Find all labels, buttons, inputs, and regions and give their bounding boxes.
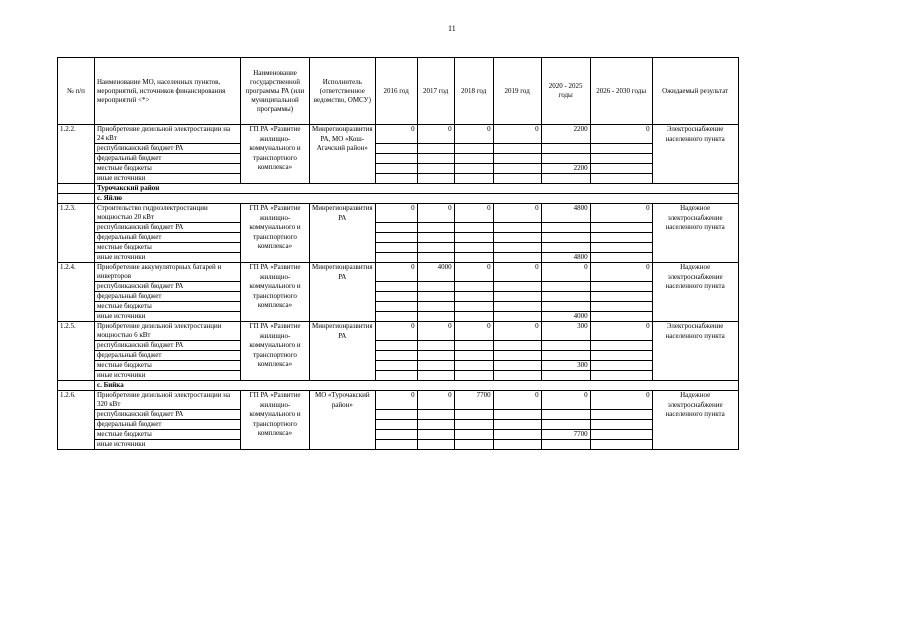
- source-value: [417, 361, 454, 371]
- source-value: [590, 292, 652, 302]
- item-value: 0: [454, 125, 493, 144]
- source-value: [417, 430, 454, 440]
- section-blank: [58, 194, 95, 204]
- item-name: Приобретение дизельной электростанции мощностью 6 кВт: [95, 322, 241, 341]
- source-value: [417, 233, 454, 243]
- source-value: [493, 302, 541, 312]
- source-value: [417, 174, 454, 184]
- table-row: [58, 263, 739, 282]
- source-value: [417, 282, 454, 292]
- item-value: 0: [493, 125, 541, 144]
- source-value: [417, 440, 454, 450]
- source-value: [375, 243, 417, 253]
- item-num: 1.2.3.: [58, 204, 95, 263]
- section-village: с. Яйлю: [95, 194, 739, 204]
- source-value: [375, 420, 417, 430]
- item-result: Надежное электроснабжение населенного пункта: [652, 391, 738, 450]
- header-program: Наименование государственной программы РА (или муниципальной программы): [241, 58, 310, 125]
- header-row: [58, 58, 739, 125]
- source-value: [417, 243, 454, 253]
- source-label: федеральный бюджет: [95, 154, 241, 164]
- source-value: [417, 410, 454, 420]
- source-value: 4000: [541, 312, 590, 322]
- item-value: 0: [375, 322, 417, 341]
- source-value: [493, 292, 541, 302]
- source-value: [454, 312, 493, 322]
- source-row: [58, 371, 739, 381]
- source-value: [454, 243, 493, 253]
- source-value: [417, 164, 454, 174]
- page-number: 11: [448, 24, 456, 33]
- item-name: Строительство гидроэлектростанции мощностью 20 кВт: [95, 204, 241, 223]
- source-value: [375, 302, 417, 312]
- source-value: [417, 223, 454, 233]
- source-row: [58, 174, 739, 184]
- section-row: [58, 184, 739, 194]
- source-row: [58, 302, 739, 312]
- source-value: [590, 430, 652, 440]
- header-2019: 2019 год: [493, 58, 541, 125]
- source-value: [454, 430, 493, 440]
- source-value: [417, 312, 454, 322]
- source-value: [590, 154, 652, 164]
- source-label: иные источники: [95, 253, 241, 263]
- item-result: Надежное электроснабжение населенного пункта: [652, 204, 738, 263]
- source-row: [58, 223, 739, 233]
- source-value: [417, 420, 454, 430]
- source-value: [541, 371, 590, 381]
- source-value: [493, 341, 541, 351]
- source-value: [454, 341, 493, 351]
- source-value: [590, 253, 652, 263]
- item-value: 0: [375, 263, 417, 282]
- source-label: республиканский бюджет РА: [95, 144, 241, 154]
- source-value: [541, 223, 590, 233]
- item-executor: МО «Турочакский район»: [310, 391, 376, 450]
- source-row: [58, 420, 739, 430]
- source-row: [58, 282, 739, 292]
- item-value: 0: [417, 391, 454, 410]
- item-value: 0: [590, 204, 652, 223]
- header-executor: Исполнитель (ответственное ведомство, ОМСУ): [310, 58, 376, 125]
- source-value: [541, 243, 590, 253]
- header-2017: 2017 год: [417, 58, 454, 125]
- source-value: [541, 154, 590, 164]
- header-num: № п/п: [58, 58, 95, 125]
- source-value: [375, 223, 417, 233]
- item-value: 0: [417, 204, 454, 223]
- source-value: [493, 253, 541, 263]
- source-value: [590, 341, 652, 351]
- source-value: [375, 361, 417, 371]
- source-label: местные бюджеты: [95, 302, 241, 312]
- item-value: 2200: [541, 125, 590, 144]
- section-row: [58, 381, 739, 391]
- item-result: Электроснабжение населенного пункта: [652, 322, 738, 381]
- source-value: [454, 154, 493, 164]
- source-label: федеральный бюджет: [95, 292, 241, 302]
- source-value: [541, 144, 590, 154]
- source-label: местные бюджеты: [95, 361, 241, 371]
- source-value: [375, 371, 417, 381]
- source-label: местные бюджеты: [95, 164, 241, 174]
- source-value: [375, 351, 417, 361]
- item-num: 1.2.4.: [58, 263, 95, 322]
- source-value: [417, 253, 454, 263]
- source-value: [375, 440, 417, 450]
- header-name: Наименование МО, населенных пунктов, мероприятий, источников финансирования мероприятий <*>: [95, 58, 241, 125]
- section-village: с. Бийка: [95, 381, 739, 391]
- item-value: 4800: [541, 204, 590, 223]
- item-value: 0: [375, 125, 417, 144]
- item-num: 1.2.2.: [58, 125, 95, 184]
- source-value: [590, 440, 652, 450]
- source-value: 7700: [541, 430, 590, 440]
- source-value: 4800: [541, 253, 590, 263]
- source-value: [541, 282, 590, 292]
- item-name: Приобретение дизельной электростанции на 24 кВт: [95, 125, 241, 144]
- item-value: 7700: [454, 391, 493, 410]
- source-value: [375, 312, 417, 322]
- source-value: [590, 371, 652, 381]
- source-value: [454, 410, 493, 420]
- source-value: [375, 174, 417, 184]
- source-value: [375, 253, 417, 263]
- source-row: [58, 243, 739, 253]
- source-row: [58, 292, 739, 302]
- section-district: Турочакский район: [95, 184, 739, 194]
- source-label: местные бюджеты: [95, 243, 241, 253]
- source-value: [493, 144, 541, 154]
- item-value: 0: [375, 391, 417, 410]
- source-value: [493, 430, 541, 440]
- source-value: [375, 144, 417, 154]
- source-value: [493, 174, 541, 184]
- table-row: [58, 322, 739, 341]
- source-value: [454, 361, 493, 371]
- item-result: Электроснабжение населенного пункта: [652, 125, 738, 184]
- section-blank: [58, 184, 95, 194]
- item-value: 0: [541, 263, 590, 282]
- source-value: [493, 164, 541, 174]
- source-value: [590, 233, 652, 243]
- source-value: [417, 371, 454, 381]
- source-label: федеральный бюджет: [95, 233, 241, 243]
- source-row: [58, 312, 739, 322]
- source-value: [454, 223, 493, 233]
- source-value: [590, 302, 652, 312]
- source-row: [58, 253, 739, 263]
- header-2026-2030: 2026 - 2030 годы: [590, 58, 652, 125]
- item-program: ГП РА «Развитие жилищно-коммунального и транспортного комплекса»: [241, 263, 310, 322]
- source-row: [58, 410, 739, 420]
- item-value: 0: [493, 204, 541, 223]
- source-value: [541, 341, 590, 351]
- source-value: [541, 174, 590, 184]
- item-name: Приобретение дизельной электростанции на 320 кВт: [95, 391, 241, 410]
- source-value: [541, 233, 590, 243]
- source-value: [375, 282, 417, 292]
- source-row: [58, 154, 739, 164]
- source-value: [454, 440, 493, 450]
- item-value: 0: [454, 204, 493, 223]
- item-value: 0: [454, 322, 493, 341]
- source-row: [58, 144, 739, 154]
- source-value: [375, 154, 417, 164]
- source-value: [375, 410, 417, 420]
- source-value: [493, 312, 541, 322]
- source-value: [417, 302, 454, 312]
- source-value: [590, 312, 652, 322]
- source-value: [417, 292, 454, 302]
- item-program: ГП РА «Развитие жилищно-коммунального и транспортного комплекса»: [241, 322, 310, 381]
- source-value: 300: [541, 361, 590, 371]
- source-label: республиканский бюджет РА: [95, 223, 241, 233]
- item-value: 0: [417, 322, 454, 341]
- item-value: 0: [454, 263, 493, 282]
- section-row: [58, 194, 739, 204]
- source-value: [590, 144, 652, 154]
- source-value: [417, 154, 454, 164]
- source-value: [417, 351, 454, 361]
- source-value: [541, 420, 590, 430]
- source-value: [375, 164, 417, 174]
- source-row: [58, 361, 739, 371]
- source-row: [58, 430, 739, 440]
- source-value: 2200: [541, 164, 590, 174]
- source-value: [493, 351, 541, 361]
- source-label: федеральный бюджет: [95, 420, 241, 430]
- item-value: 0: [590, 263, 652, 282]
- source-value: [541, 351, 590, 361]
- source-value: [493, 282, 541, 292]
- source-value: [590, 420, 652, 430]
- financing-table: [57, 57, 739, 450]
- source-value: [375, 292, 417, 302]
- item-program: ГП РА «Развитие жилищно-коммунального и транспортного комплекса»: [241, 125, 310, 184]
- source-value: [590, 164, 652, 174]
- source-label: федеральный бюджет: [95, 351, 241, 361]
- source-label: республиканский бюджет РА: [95, 341, 241, 351]
- source-value: [417, 144, 454, 154]
- item-name: Приобретение аккумуляторных батарей и инверторов: [95, 263, 241, 282]
- source-value: [454, 233, 493, 243]
- source-label: иные источники: [95, 312, 241, 322]
- source-label: республиканский бюджет РА: [95, 282, 241, 292]
- source-value: [454, 253, 493, 263]
- item-num: 1.2.6.: [58, 391, 95, 450]
- item-value: 0: [417, 125, 454, 144]
- item-executor: Минрегионразвития РА: [310, 204, 376, 263]
- table-row: [58, 391, 739, 410]
- source-value: [590, 223, 652, 233]
- source-value: [493, 410, 541, 420]
- source-value: [375, 430, 417, 440]
- item-executor: Минрегионразвития РА, МО «Кош-Агачский район»: [310, 125, 376, 184]
- source-label: республиканский бюджет РА: [95, 410, 241, 420]
- source-value: [493, 371, 541, 381]
- source-value: [493, 420, 541, 430]
- source-value: [454, 302, 493, 312]
- item-value: 4000: [417, 263, 454, 282]
- source-value: [590, 351, 652, 361]
- item-value: 0: [541, 391, 590, 410]
- item-value: 0: [493, 322, 541, 341]
- item-value: 0: [590, 322, 652, 341]
- item-value: 0: [590, 391, 652, 410]
- source-value: [493, 361, 541, 371]
- header-2016: 2016 год: [375, 58, 417, 125]
- item-executor: Минрегионразвития РА: [310, 322, 376, 381]
- source-value: [541, 410, 590, 420]
- source-row: [58, 164, 739, 174]
- source-value: [590, 174, 652, 184]
- header-2018: 2018 год: [454, 58, 493, 125]
- item-result: Надежное электроснабжение населенного пункта: [652, 263, 738, 322]
- source-label: иные источники: [95, 440, 241, 450]
- item-value: 0: [493, 263, 541, 282]
- source-value: [454, 164, 493, 174]
- item-executor: Минрегионразвития РА: [310, 263, 376, 322]
- source-label: иные источники: [95, 371, 241, 381]
- source-value: [541, 440, 590, 450]
- source-row: [58, 351, 739, 361]
- source-value: [493, 440, 541, 450]
- source-value: [541, 292, 590, 302]
- item-value: 300: [541, 322, 590, 341]
- source-value: [541, 302, 590, 312]
- source-value: [493, 233, 541, 243]
- source-value: [590, 410, 652, 420]
- source-value: [493, 154, 541, 164]
- item-num: 1.2.5.: [58, 322, 95, 381]
- source-row: [58, 341, 739, 351]
- source-value: [493, 243, 541, 253]
- source-label: местные бюджеты: [95, 430, 241, 440]
- source-value: [590, 361, 652, 371]
- source-label: иные источники: [95, 174, 241, 184]
- source-value: [417, 341, 454, 351]
- source-row: [58, 440, 739, 450]
- source-row: [58, 233, 739, 243]
- item-value: 0: [493, 391, 541, 410]
- source-value: [590, 282, 652, 292]
- source-value: [454, 371, 493, 381]
- table-row: [58, 125, 739, 144]
- source-value: [375, 233, 417, 243]
- header-2020-2025: 2020 - 2025 годы: [541, 58, 590, 125]
- item-program: ГП РА «Развитие жилищно-коммунального и транспортного комплекса»: [241, 391, 310, 450]
- source-value: [454, 282, 493, 292]
- source-value: [454, 351, 493, 361]
- table-row: [58, 204, 739, 223]
- source-value: [493, 223, 541, 233]
- item-program: ГП РА «Развитие жилищно-коммунального и транспортного комплекса»: [241, 204, 310, 263]
- source-value: [454, 174, 493, 184]
- source-value: [454, 292, 493, 302]
- item-value: 0: [590, 125, 652, 144]
- source-value: [454, 144, 493, 154]
- source-value: [454, 420, 493, 430]
- source-value: [375, 341, 417, 351]
- item-value: 0: [375, 204, 417, 223]
- section-blank: [58, 381, 95, 391]
- header-result: Ожидаемый результат: [652, 58, 738, 125]
- source-value: [590, 243, 652, 253]
